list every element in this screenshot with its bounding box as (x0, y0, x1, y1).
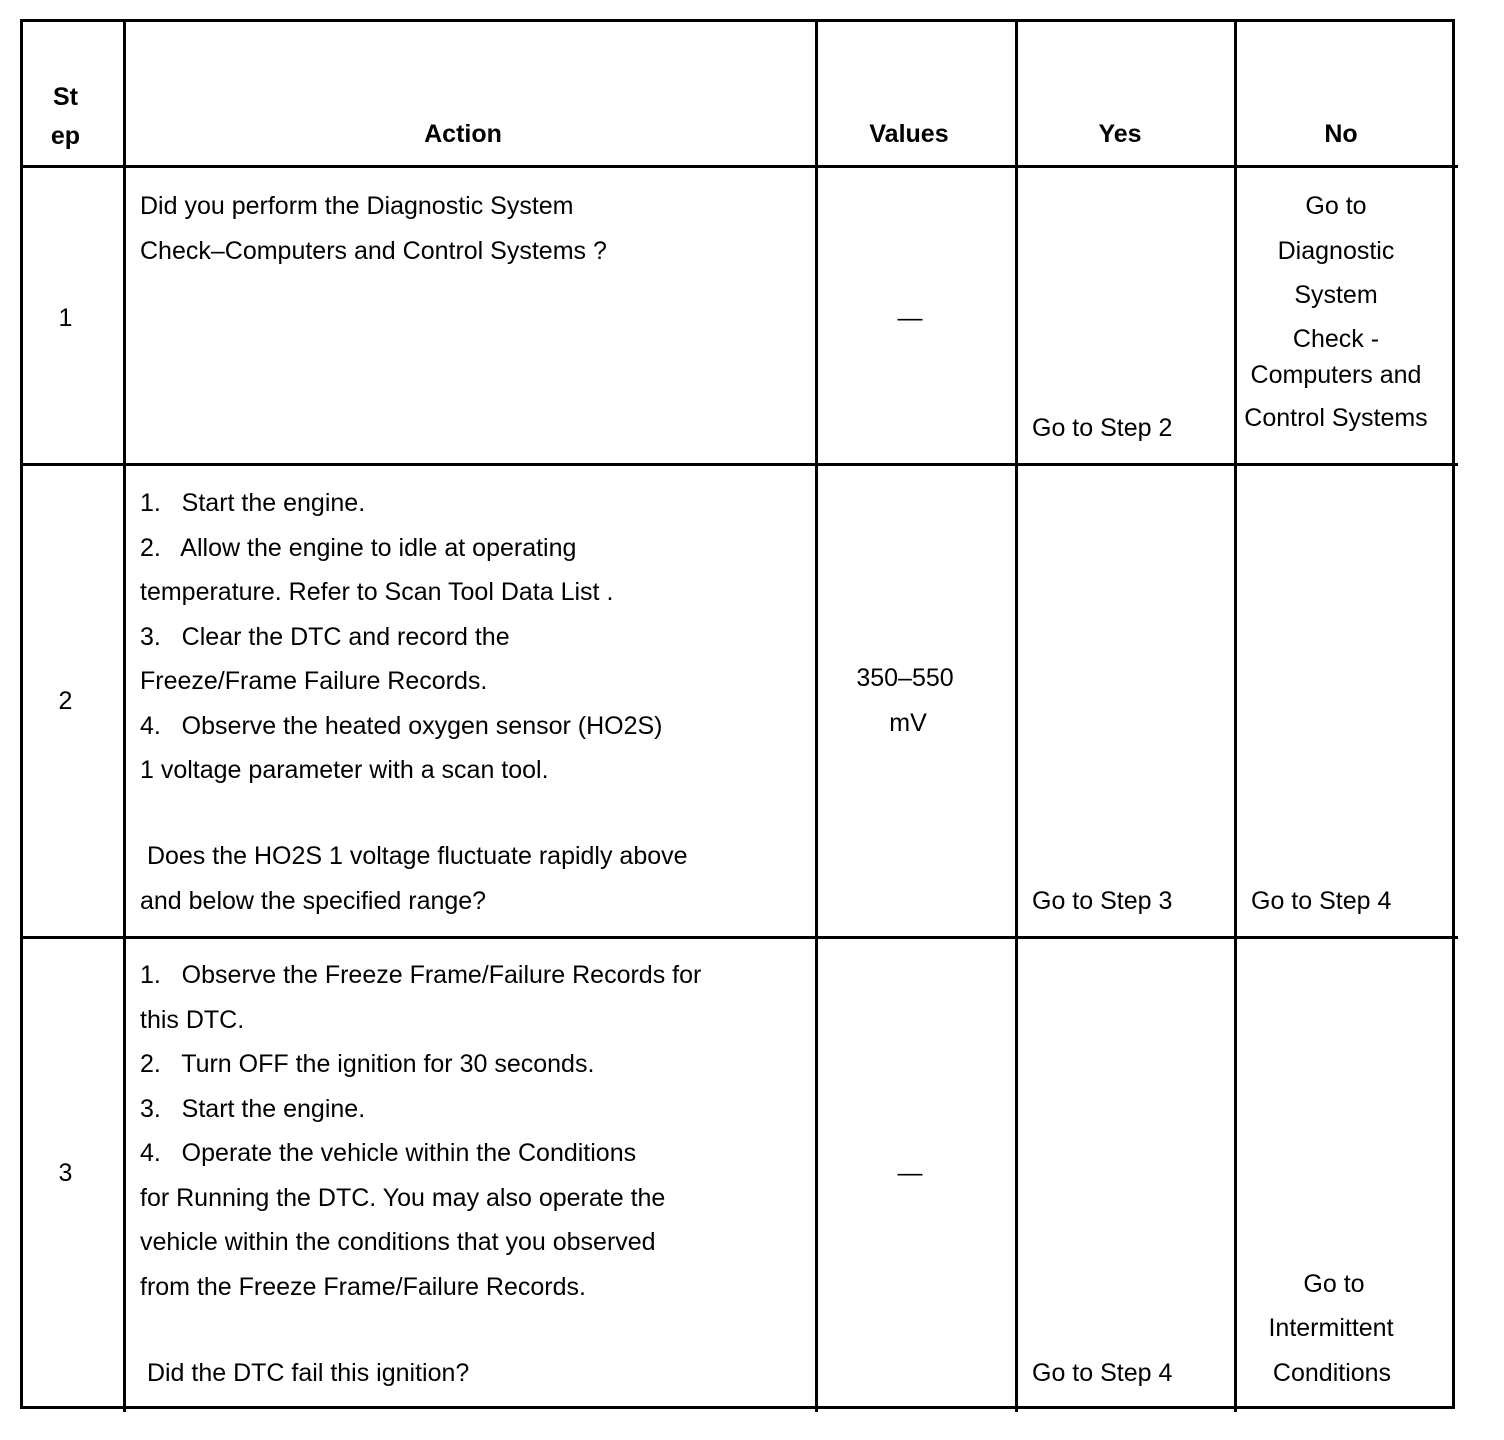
row1-step: 1 (58, 304, 73, 332)
row2-action-line4: 3. Clear the DTC and record the (140, 623, 510, 651)
row2-no: Go to Step 4 (1251, 887, 1392, 915)
header-step-line2: ep (50, 122, 81, 150)
row1-value: — (897, 304, 923, 332)
row2-question-line2: and below the specified range? (140, 887, 487, 915)
row1-action-line2: Check–Computers and Control Systems ? (140, 237, 607, 265)
row-divider-1 (23, 463, 1458, 466)
row2-action-line5: Freeze/Frame Failure Records. (140, 667, 488, 695)
row3-no-line1: Go to (1303, 1270, 1365, 1298)
row3-action-line5: 4. Operate the vehicle within the Conditions (140, 1139, 637, 1167)
row3-no-line2: Intermittent (1268, 1314, 1394, 1342)
header-no: No (1324, 120, 1358, 148)
row2-question-line1: Does the HO2S 1 voltage fluctuate rapidly above (140, 842, 688, 870)
header-values: Values (869, 120, 949, 148)
header-action: Action (424, 120, 502, 148)
row3-question: Did the DTC fail this ignition? (140, 1359, 470, 1387)
diagnostic-table (20, 19, 1455, 1409)
row2-value-line1: 350–550 (856, 664, 954, 692)
row3-step: 3 (58, 1159, 73, 1187)
row1-no-line2: Diagnostic (1277, 237, 1395, 265)
row3-action-line8: from the Freeze Frame/Failure Records. (140, 1273, 586, 1301)
row3-action-line7: vehicle within the conditions that you observed (140, 1228, 656, 1256)
row3-action-line3: 2. Turn OFF the ignition for 30 seconds. (140, 1050, 595, 1078)
row1-no-line5: Computers and (1250, 361, 1422, 389)
row2-action-line2: 2. Allow the engine to idle at operating (140, 534, 577, 562)
row-divider-2 (23, 936, 1458, 939)
row1-no-line4: Check - (1292, 325, 1380, 353)
row1-yes: Go to Step 2 (1032, 414, 1173, 442)
row3-value: — (897, 1159, 923, 1187)
row3-action-line4: 3. Start the engine. (140, 1095, 366, 1123)
row1-no-line1: Go to (1305, 192, 1367, 220)
row2-action-line6: 4. Observe the heated oxygen sensor (HO2S) (140, 712, 663, 740)
row2-action-line3: temperature. Refer to Scan Tool Data List . (140, 578, 614, 606)
row3-no-line3: Conditions (1272, 1359, 1392, 1387)
row3-action-line6: for Running the DTC. You may also operate the (140, 1184, 666, 1212)
row2-action-line1: 1. Start the engine. (140, 489, 366, 517)
row2-step: 2 (58, 687, 73, 715)
header-step-line1: St (53, 83, 78, 111)
row2-yes: Go to Step 3 (1032, 887, 1173, 915)
row3-action-line1: 1. Observe the Freeze Frame/Failure Records for (140, 961, 702, 989)
header-yes: Yes (1098, 120, 1142, 148)
column-divider-step (123, 22, 126, 1412)
column-divider-values (1015, 22, 1018, 1412)
row1-no-line6: Control Systems (1244, 404, 1428, 432)
header-divider (23, 165, 1458, 168)
row2-action-line7: 1 voltage parameter with a scan tool. (140, 756, 549, 784)
row2-value-line2: mV (889, 709, 927, 737)
row1-action-line1: Did you perform the Diagnostic System (140, 192, 574, 220)
row1-no-line3: System (1294, 281, 1378, 309)
row3-yes: Go to Step 4 (1032, 1359, 1173, 1387)
row3-action-line2: this DTC. (140, 1006, 245, 1034)
